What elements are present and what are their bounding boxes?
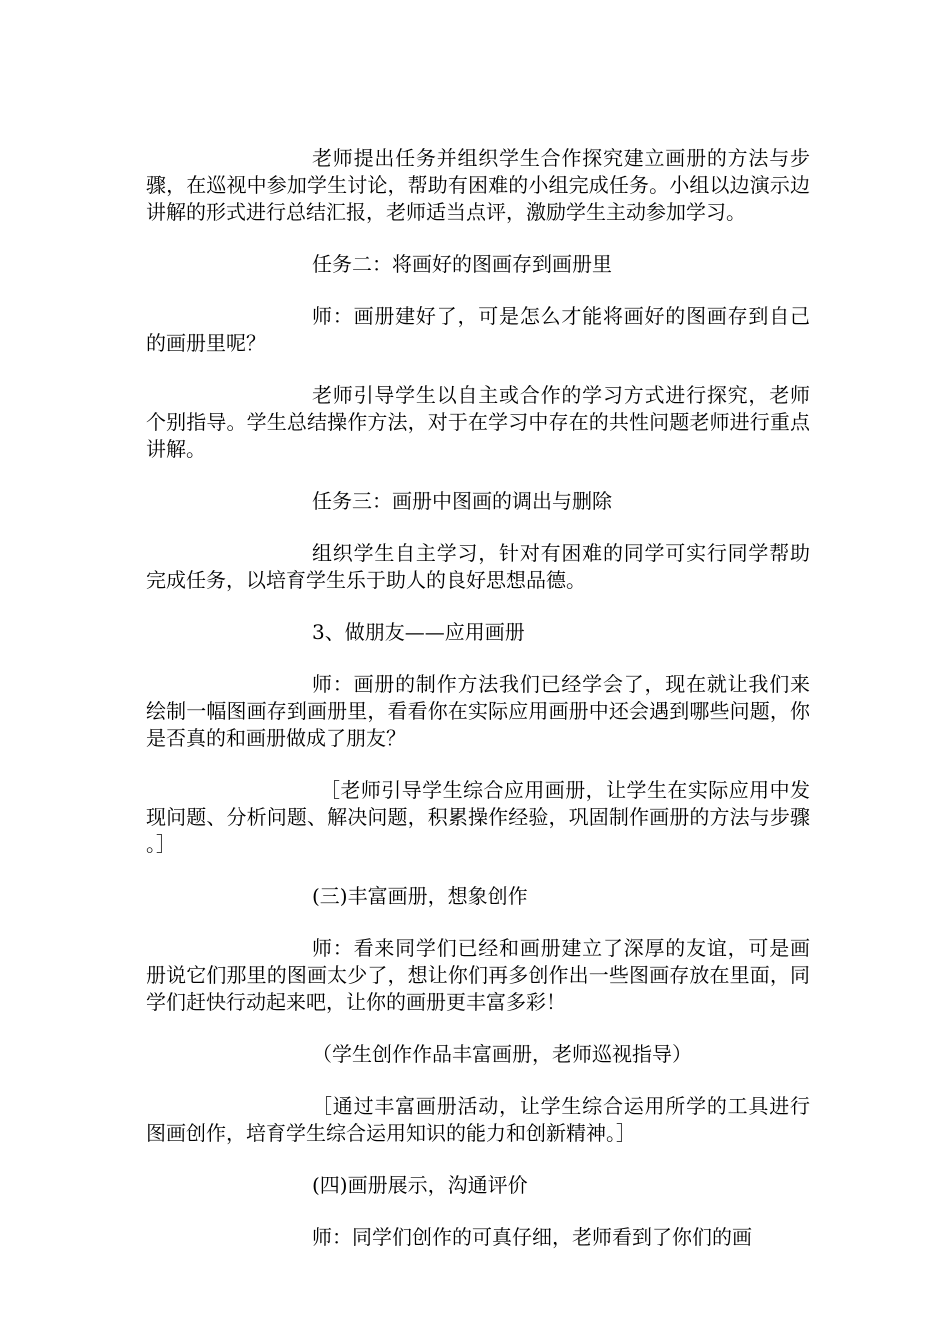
paragraph-design-note-application: ［老师引导学生综合应用画册，让学生在实际应用中发现问题、分析问题、解决问题，积累操作经验，巩固制作画册的方法与步骤。］ [146,778,810,856]
paragraph-section-three-heading: 3、做朋友——应用画册 [312,620,525,644]
document-body [146,145,810,1276]
paragraph-task-organization: 老师提出任务并组织学生合作探究建立画册的方法与步骤，在巡视中参加学生讨论，帮助有困难的小组完成任务。小组以边演示边讲解的形式进行总结汇报，老师适当点评，激励学生主动参加学习。 [146,146,810,224]
paragraph-part-four-heading: (四)画册展示，沟通评价 [312,1173,528,1197]
paragraph-teacher-question: 师：画册建好了，可是怎么才能将画好的图画存到自己的画册里呢？ [146,304,810,355]
paragraph-teacher-application: 师：画册的制作方法我们已经学会了，现在就让我们来绘制一幅图画存到画册里，看看你在实际应用画册中还会遇到哪些问题，你是否真的和画册做成了朋友？ [146,672,810,750]
paragraph-self-study: 组织学生自主学习，针对有困难的同学可实行同学帮助完成任务，以培育学生乐于助人的良好思想品德。 [146,541,810,592]
paragraph-task-three-heading: 任务三：画册中图画的调出与删除 [312,489,612,513]
paragraph-design-note-creation: ［通过丰富画册活动，让学生综合运用所学的工具进行图画创作，培育学生综合运用知识的能力和创新精神。］ [146,1094,810,1145]
paragraph-task-two-heading: 任务二：将画好的图画存到画册里 [312,252,612,276]
paragraph-guided-exploration: 老师引导学生以自主或合作的学习方式进行探究，老师个别指导。学生总结操作方法，对于在学习中存在的共性问题老师进行重点讲解。 [146,383,810,461]
paragraph-part-three-heading: (三)丰富画册，想象创作 [312,884,528,908]
paragraph-teacher-evaluation: 师：同学们创作的可真仔细，老师看到了你们的画 [312,1225,752,1249]
paragraph-student-creation: （学生创作作品丰富画册，老师巡视指导） [312,1042,692,1066]
paragraph-teacher-creation: 师：看来同学们已经和画册建立了深厚的友谊，可是画册说它们那里的图画太少了，想让你们再多创作出一些图画存放在里面，同学们赶快行动起来吧，让你的画册更丰富多彩！ [146,936,810,1014]
